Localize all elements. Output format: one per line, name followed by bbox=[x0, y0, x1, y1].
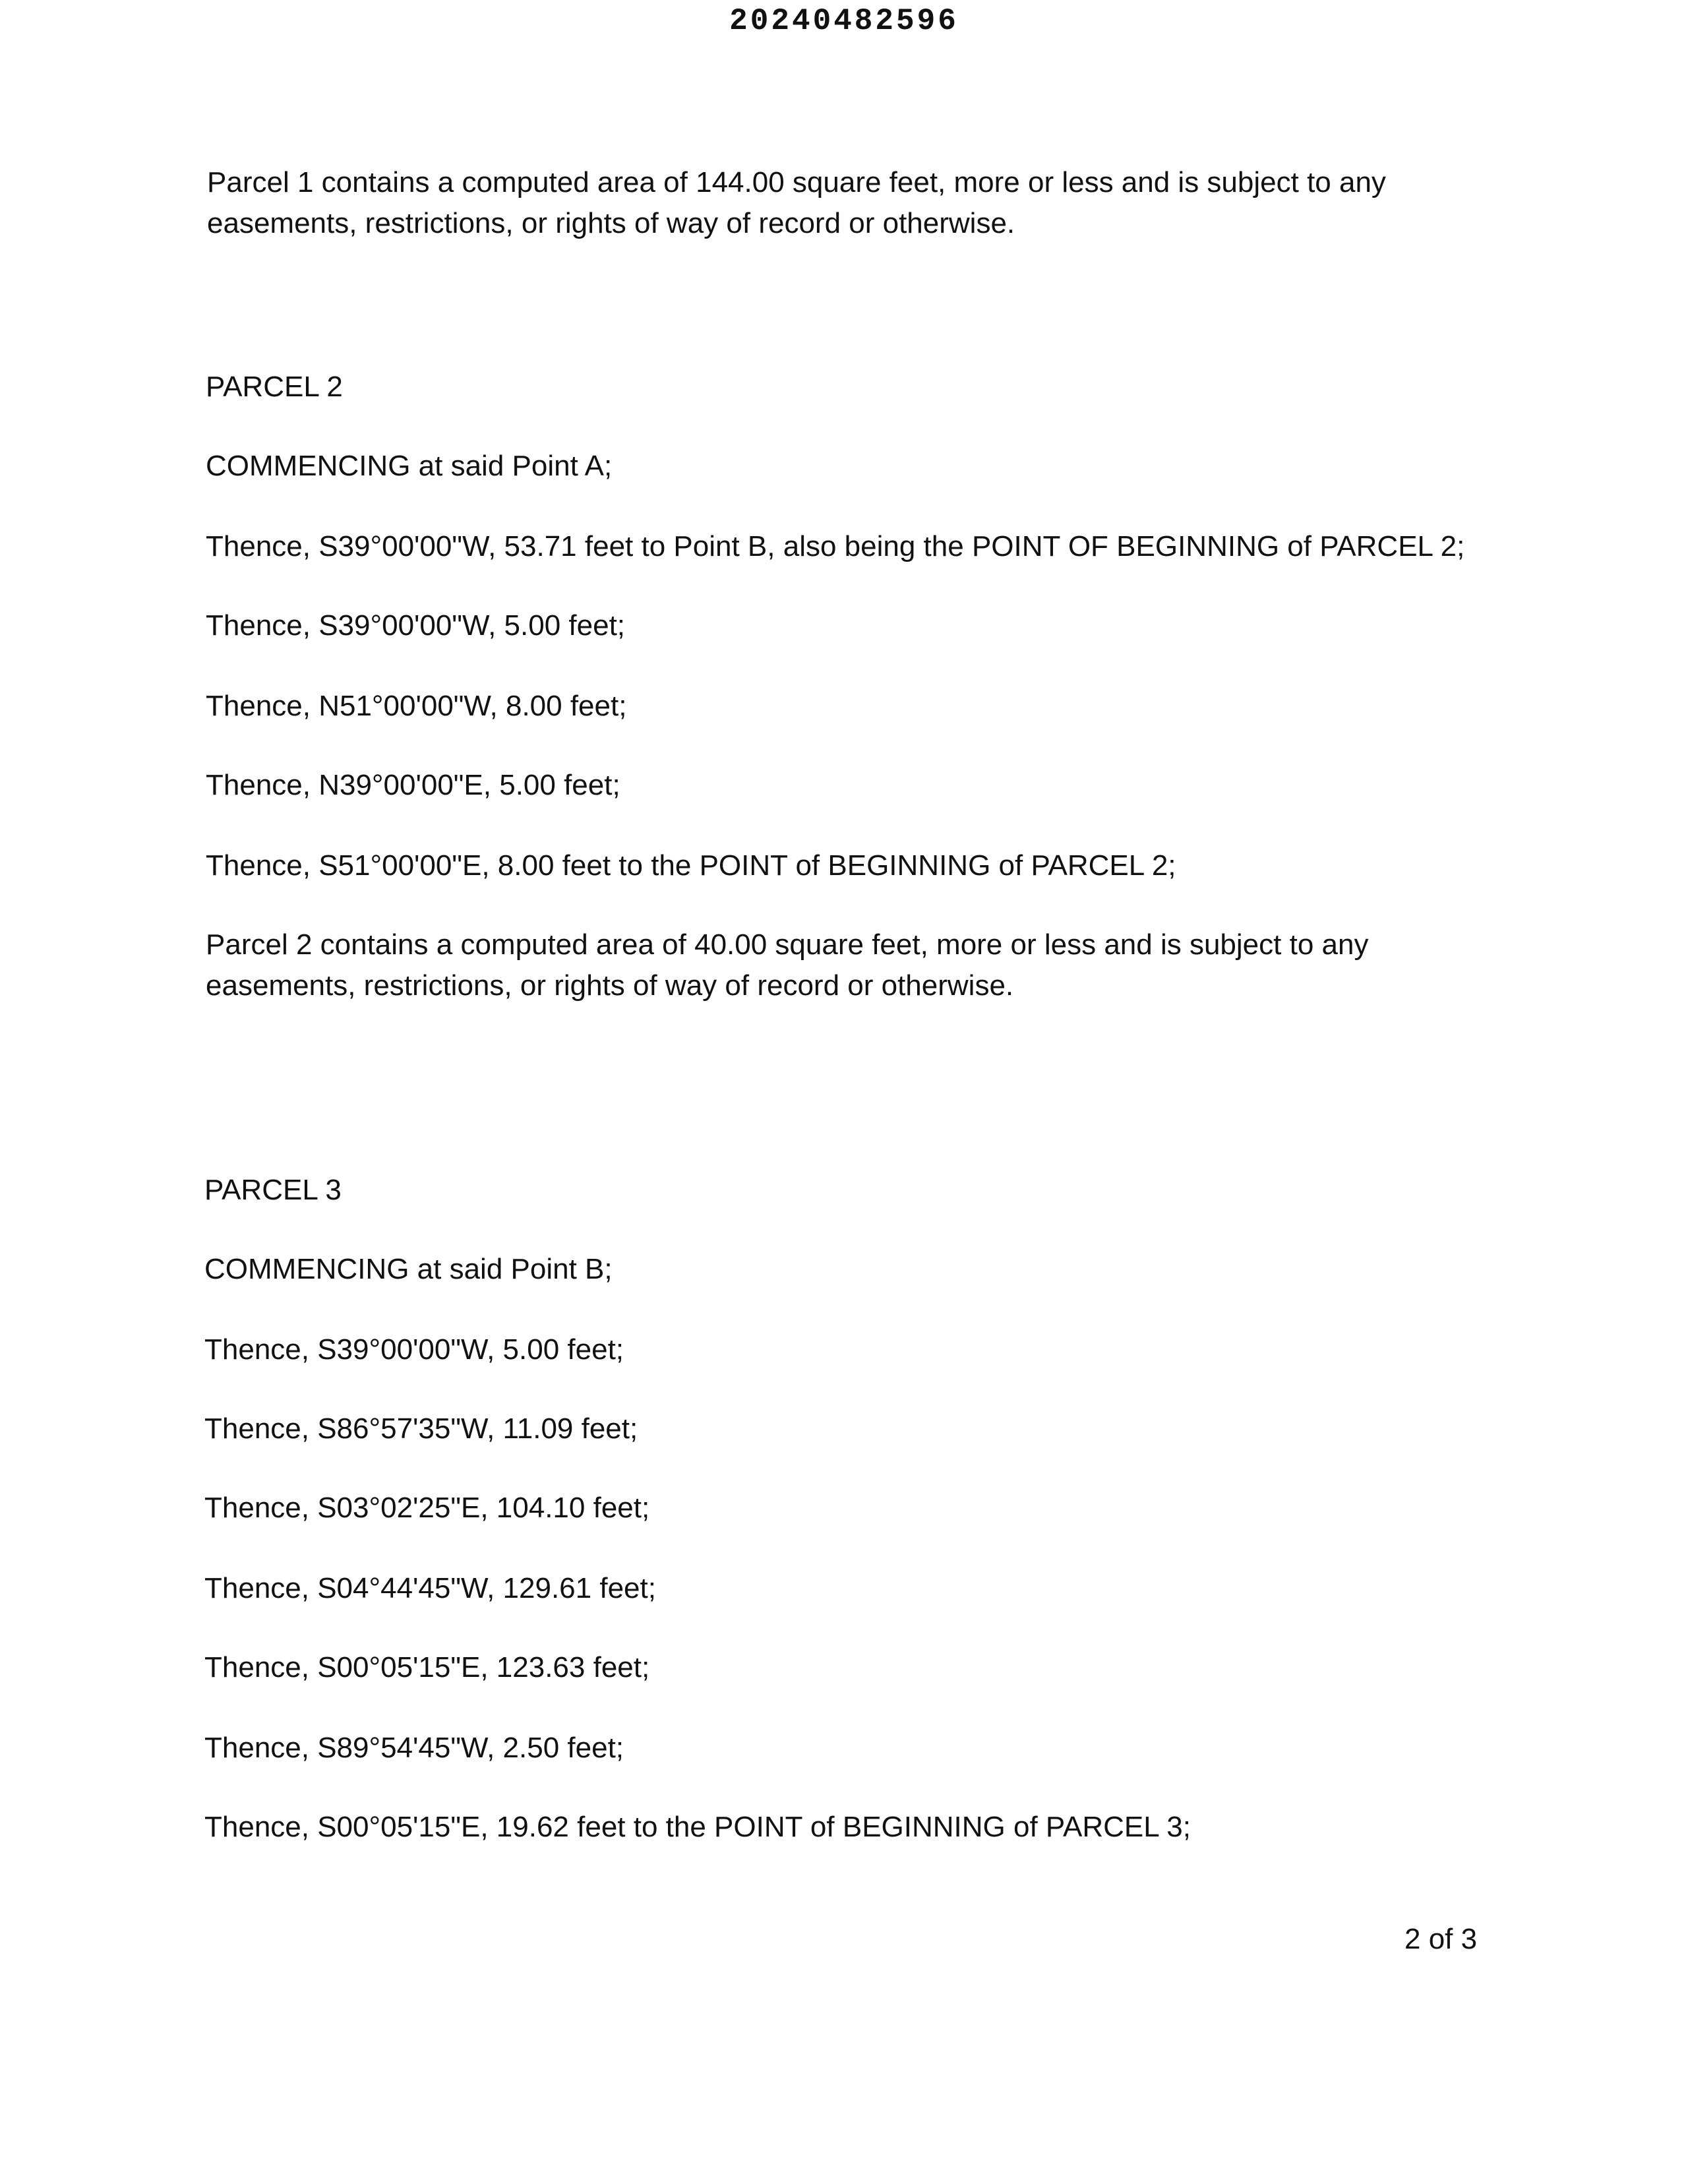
parcel3-commencing: COMMENCING at said Point B; bbox=[204, 1253, 613, 1285]
parcel1-area-line-1: Parcel 1 contains a computed area of 144.00 square feet, more or less and is subject to any bbox=[207, 166, 1386, 198]
parcel3-course-7: Thence, S00°05'15"E, 19.62 feet to the POINT of BEGINNING of PARCEL 3; bbox=[204, 1811, 1191, 1843]
parcel1-area-line-2: easements, restrictions, or rights of way of record or otherwise. bbox=[207, 207, 1015, 239]
parcel3-course-3: Thence, S03°02'25"E, 104.10 feet; bbox=[204, 1492, 650, 1524]
parcel2-area-line-1: Parcel 2 contains a computed area of 40.00 square feet, more or less and is subject to any bbox=[206, 928, 1369, 961]
parcel3-course-1: Thence, S39°00'00"W, 5.00 feet; bbox=[204, 1333, 624, 1366]
parcel3-course-5: Thence, S00°05'15"E, 123.63 feet; bbox=[204, 1651, 650, 1684]
parcel2-course-3: Thence, N51°00'00"W, 8.00 feet; bbox=[206, 690, 627, 722]
document-number: 20240482596 bbox=[729, 4, 959, 38]
page-number: 2 of 3 bbox=[1404, 1923, 1478, 1955]
parcel2-heading: PARCEL 2 bbox=[206, 371, 343, 403]
parcel2-area-line-2: easements, restrictions, or rights of way of record or otherwise. bbox=[206, 969, 1014, 1002]
parcel3-heading: PARCEL 3 bbox=[204, 1174, 342, 1206]
parcel2-course-4: Thence, N39°00'00"E, 5.00 feet; bbox=[206, 769, 620, 801]
parcel2-commencing: COMMENCING at said Point A; bbox=[206, 450, 613, 482]
parcel3-course-6: Thence, S89°54'45"W, 2.50 feet; bbox=[204, 1732, 624, 1764]
parcel3-course-2: Thence, S86°57'35"W, 11.09 feet; bbox=[204, 1412, 638, 1445]
parcel2-course-1: Thence, S39°00'00"W, 53.71 feet to Point B, also being the POINT OF BEGINNING of PARCEL 2; bbox=[206, 530, 1465, 562]
parcel2-course-5: Thence, S51°00'00"E, 8.00 feet to the POINT of BEGINNING of PARCEL 2; bbox=[206, 849, 1176, 882]
parcel2-course-2: Thence, S39°00'00"W, 5.00 feet; bbox=[206, 609, 626, 642]
parcel3-course-4: Thence, S04°44'45"W, 129.61 feet; bbox=[204, 1572, 656, 1604]
